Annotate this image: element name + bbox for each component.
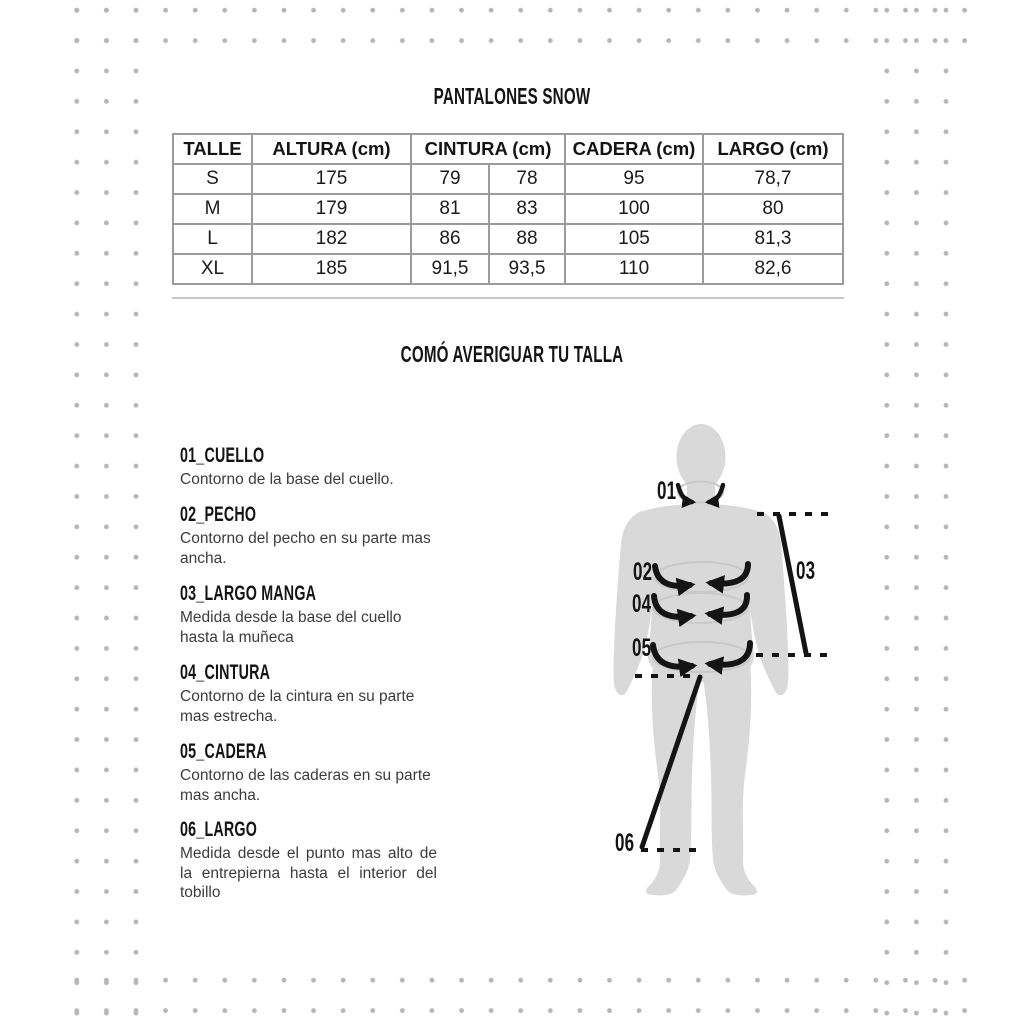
col-header-talle: TALLE [173, 134, 252, 164]
cell: 80 [703, 194, 843, 224]
cell: 185 [252, 254, 411, 284]
measure-section-cuello [180, 445, 480, 490]
measure-desc-line: Contorno de la cintura en su parte [180, 688, 415, 705]
cell: 82,6 [703, 254, 843, 284]
diagram-label-sleeve: 03 [796, 557, 816, 585]
diagram-label-inseam: 06 [615, 829, 635, 857]
cell: 83 [489, 194, 565, 224]
measure-code: 05_CADERA [180, 740, 267, 763]
measure-desc-line: mas estrecha. [180, 707, 278, 725]
cell: 79 [411, 164, 489, 194]
cell: 78,7 [703, 164, 843, 194]
cell: 81,3 [703, 224, 843, 254]
col-header-largo: LARGO (cm) [703, 134, 843, 164]
cell: M [173, 194, 252, 224]
measure-section-largo-manga [180, 583, 480, 647]
measure-code: 04_CINTURA [180, 661, 271, 684]
measure-code: 02_PECHO [180, 503, 257, 526]
cell: 88 [489, 224, 565, 254]
diagram-label-neck: 01 [657, 477, 677, 505]
cell: 182 [252, 224, 411, 254]
cell: 100 [565, 194, 703, 224]
dot-grid-right [872, 0, 962, 1024]
table-header-row [173, 134, 843, 164]
cell: S [173, 164, 252, 194]
dot-grid-top [62, 0, 978, 54]
measure-desc-line: Contorno de la base del cuello. [180, 471, 394, 488]
cell: 95 [565, 164, 703, 194]
cell: 179 [252, 194, 411, 224]
cell: 110 [565, 254, 703, 284]
measure-desc-line: la entrepierna hasta el interior del [180, 864, 437, 882]
measure-desc-line: Contorno del pecho en su parte mas [180, 530, 431, 547]
section-title-how-to-measure: COMÓ AVERIGUAR TU TALLA [400, 341, 624, 367]
cell: XL [173, 254, 252, 284]
col-header-cintura: CINTURA (cm) [411, 134, 565, 164]
diagram-label-chest: 02 [633, 558, 653, 586]
dot-grid-left [62, 0, 152, 1024]
measure-desc-line: mas ancha. [180, 786, 261, 804]
size-table [172, 133, 844, 285]
measure-desc-line: Medida desde la base del cuello [180, 609, 402, 626]
measure-code: 01_CUELLO [180, 444, 265, 467]
measure-desc-line: tobillo [180, 884, 221, 902]
cell: L [173, 224, 252, 254]
measure-section-largo [180, 819, 480, 903]
measure-desc-line: Medida desde el punto mas alto de [180, 845, 437, 862]
table-bottom-faint-line [172, 297, 844, 299]
table-row [173, 224, 843, 254]
cell: 105 [565, 224, 703, 254]
cell: 78 [489, 164, 565, 194]
measure-section-cintura [180, 662, 480, 726]
col-header-altura: ALTURA (cm) [252, 134, 411, 164]
cell: 93,5 [489, 254, 565, 284]
diagram-label-waist: 04 [632, 590, 652, 618]
page-title: PANTALONES SNOW [433, 83, 591, 109]
measure-desc-line: ancha. [180, 549, 227, 567]
dot-grid-bottom [62, 970, 978, 1024]
cell: 86 [411, 224, 489, 254]
table-row [173, 194, 843, 224]
measure-code: 03_LARGO MANGA [180, 582, 317, 605]
measure-section-cadera [180, 741, 480, 805]
col-header-cadera: CADERA (cm) [565, 134, 703, 164]
cell: 175 [252, 164, 411, 194]
table-row [173, 254, 843, 284]
table-row [173, 164, 843, 194]
cell: 91,5 [411, 254, 489, 284]
measure-desc-line: Contorno de las caderas en su parte [180, 767, 431, 784]
measure-code: 06_LARGO [180, 818, 258, 841]
diagram-label-hip: 05 [632, 634, 652, 662]
measure-section-pecho [180, 504, 480, 568]
measure-desc-line: hasta la muñeca [180, 628, 294, 646]
cell: 81 [411, 194, 489, 224]
